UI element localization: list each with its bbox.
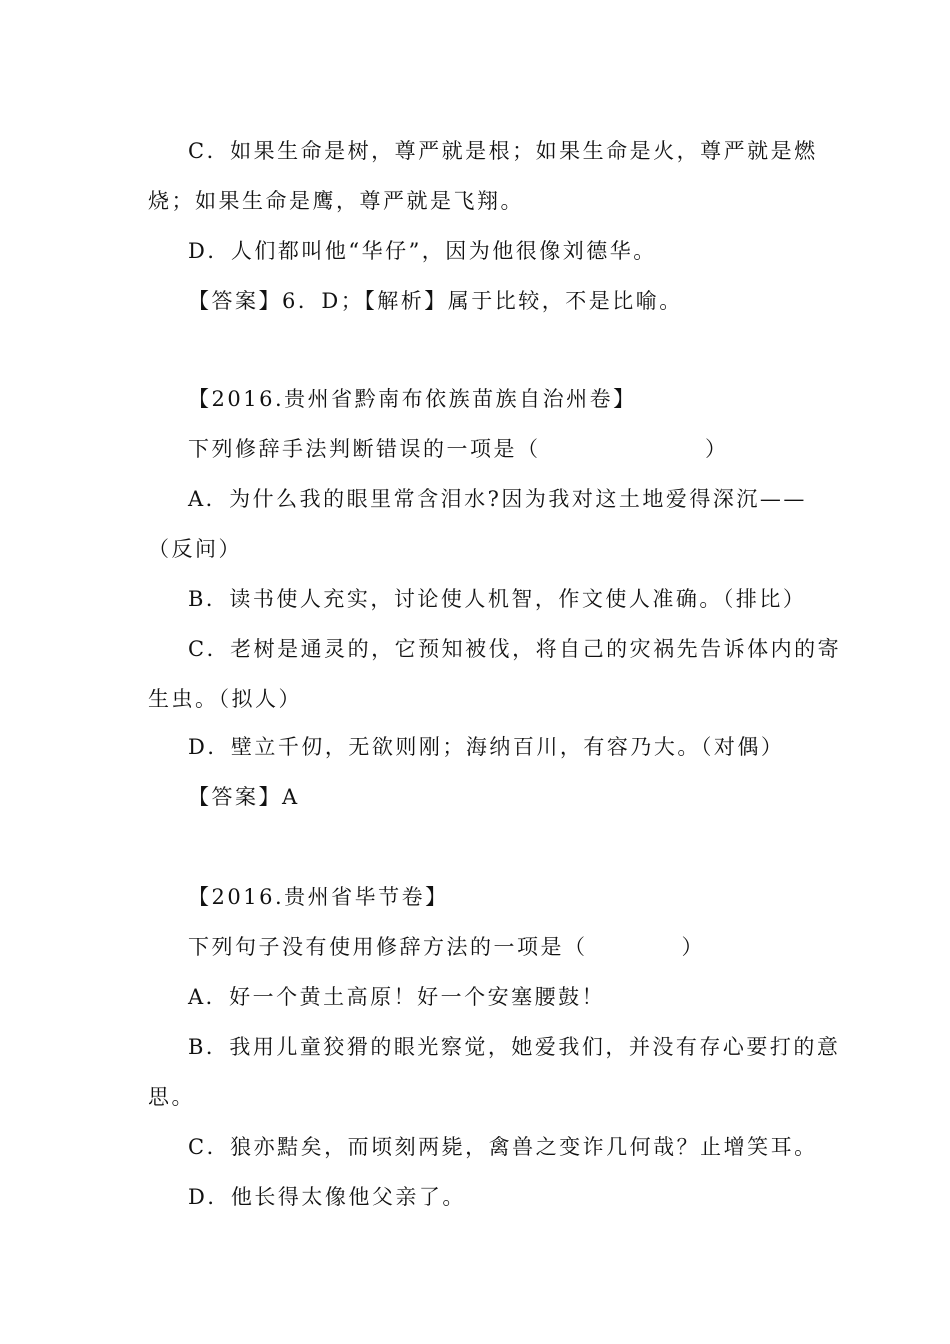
q3-option-c: C．狼亦黠矣，而顷刻两毙，禽兽之变诈几何哉？止增笑耳。 [188,1135,818,1159]
q1-answer: 【答案】6．D；【解析】属于比较，不是比喻。 [188,289,683,313]
q2-source-heading: 【2016.贵州省黔南布依族苗族自治州卷】 [188,387,637,411]
q1-option-d: D．人们都叫他“华仔”，因为他很像刘德华。 [188,239,657,263]
q2-option-c-line2: 生虫。（拟人） [148,687,302,711]
q2-option-d: D．壁立千仞，无欲则刚；海纳百川，有容乃大。（对偶） [188,735,785,759]
q1-option-c-line1: C．如果生命是树，尊严就是根；如果生命是火，尊严就是燃 [188,139,818,163]
q3-question: 下列句子没有使用修辞方法的一项是（ ） [188,935,705,959]
q2-option-c-line1: C．老树是通灵的，它预知被伐，将自己的灾祸先告诉体内的寄 [188,637,842,661]
q3-option-d: D．他长得太像他父亲了。 [188,1185,466,1209]
q2-answer: 【答案】A [188,785,300,809]
q3-option-a: A．好一个黄土高原！好一个安塞腰鼓！ [188,985,606,1009]
q3-option-b-line1: B．我用儿童狡猾的眼光察觉，她爱我们，并没有存心要打的意 [188,1035,841,1059]
q2-option-a-line1: A．为什么我的眼里常含泪水?因为我对这土地爱得深沉—— [188,487,807,511]
q2-option-b: B．读书使人充实，讨论使人机智，作文使人准确。（排比） [188,587,807,611]
q3-source-heading: 【2016.贵州省毕节卷】 [188,885,449,909]
q3-option-b-line2: 思。 [148,1085,195,1109]
q2-question: 下列修辞手法判断错误的一项是（ ） [188,437,729,461]
q2-option-a-line2: （反问） [148,537,242,561]
q1-option-c-line2: 烧；如果生命是鹰，尊严就是飞翔。 [148,189,524,213]
